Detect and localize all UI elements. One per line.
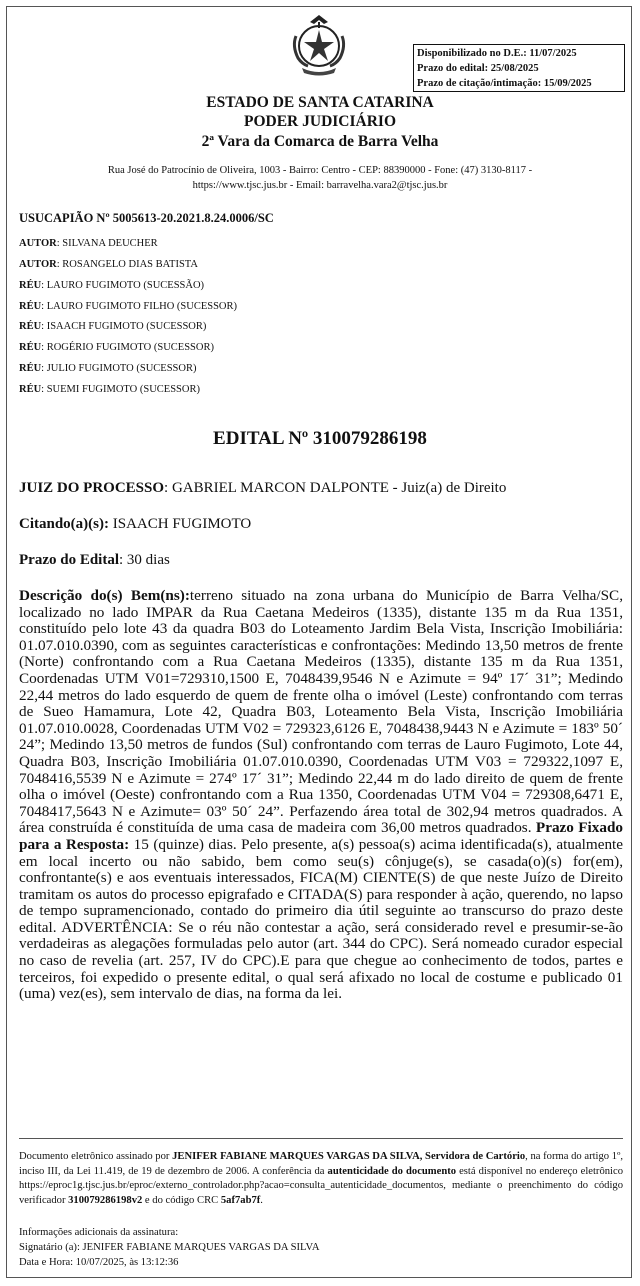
party-name: : LAURO FUGIMOTO (SUCESSÃO) (41, 280, 205, 291)
party-role: RÉU (19, 301, 42, 312)
party-name: : ISAACH FUGIMOTO (SUCESSOR) (41, 321, 207, 332)
description-label: Descrição do(s) Bem(ns): (19, 587, 190, 604)
court-contact: https://www.tjsc.jus.br - Email: barravelha.vara2@tjsc.jus.br (192, 180, 448, 191)
party-role: RÉU (19, 321, 42, 332)
signer-name: JENIFER FABIANE MARQUES VARGAS DA SILVA, Servidora de Cartório (172, 1151, 526, 1162)
response-deadline-label: Prazo Fixado para a Resposta: (19, 819, 623, 853)
party-line (19, 259, 198, 270)
party-name: : ROGÉRIO FUGIMOTO (SUCESSOR) (41, 342, 214, 353)
cited-label: Citando(a)(s): (19, 516, 109, 532)
party-role: AUTOR (19, 238, 57, 249)
party-name: : ROSANGELO DIAS BATISTA (56, 259, 198, 270)
signature-info-signer: Signatário (a): JENIFER FABIANE MARQUES VARGAS DA SILVA (19, 1242, 320, 1253)
party-name: : JULIO FUGIMOTO (SUCESSOR) (41, 363, 197, 374)
publication-date: Disponibilizado no D.E.: 11/07/2025 (417, 48, 577, 59)
state-heading: ESTADO DE SANTA CATARINA (206, 94, 434, 111)
party-name: : SILVANA DEUCHER (56, 238, 158, 249)
crc-code: 5af7ab7f (220, 1194, 261, 1206)
judge-line (19, 480, 506, 497)
signature-notice: Documento eletrônico assinado por JENIFER FABIANE MARQUES VARGAS DA SILVA, Servidora de Cartório, na forma do artigo 1º, inciso III, da Lei 11.419, de 19 de dezembro de 2006. A conferência da autenticidade do documento está disponível no endereço eletrônico https://eproc1g.tjsc.jus.br/eproc/externo_controlador.php?acao=consulta_autenticidade_documentos, mediante o preenchimento do código verificador 310079286198v2 e do código CRC 5af7ab7f. (19, 1151, 623, 1206)
party-line (19, 342, 214, 353)
deadline-label: Prazo do Edital (19, 552, 119, 568)
party-line (19, 384, 200, 395)
party-role: RÉU (19, 384, 42, 395)
party-role: RÉU (19, 363, 42, 374)
edital-deadline-date: Prazo do edital: 25/08/2025 (417, 63, 539, 74)
deadline-value: : 30 dias (119, 552, 170, 568)
party-role: RÉU (19, 342, 42, 353)
court-address: Rua José do Patrocínio de Oliveira, 1003 - Bairro: Centro - CEP: 88390000 - Fone: (47) 3130-8117 - (107, 165, 533, 176)
judiciary-heading: PODER JUDICIÁRIO (244, 113, 396, 130)
party-name: : SUEMI FUGIMOTO (SUCESSOR) (41, 384, 200, 395)
cited-line (19, 516, 251, 533)
party-line (19, 363, 196, 374)
deadline-line (19, 552, 170, 569)
citation-deadline-date: Prazo de citação/intimação: 15/09/2025 (417, 78, 592, 89)
court-heading: 2ª Vara da Comarca de Barra Velha (201, 133, 439, 150)
judge-label: JUIZ DO PROCESSO (19, 480, 165, 496)
property-description (19, 588, 623, 1003)
party-line (19, 301, 237, 312)
edital-title: EDITAL Nº 310079286198 (213, 428, 427, 449)
party-role: RÉU (19, 280, 42, 291)
citation-text: 15 (quinze) dias. Pelo presente, a(s) pessoa(s) acima identificada(s), atualmente em local incerto ou não sabido, bem como seu(s) cônjuge(s), se casada(o)(s) for(em), confrontante(s) e aos eventuais interessados, FICA(M) CIENTE(S) de que neste Juízo de Direito tramitam os autos do processo epigrafado e CITADA(S) para responder à ação, querendo, no lapso de tempo supramencionado, contado do primeiro dia útil seguinte ao transcurso do prazo deste edital. ADVERTÊNCIA: Se o réu não contestar a ação, será considerado revel e presumir-se-ão verdadeiras as alegações formuladas pelo autor (art. 344 do CPC). Será nomeado curador especial no caso de revelia (art. 257, IV do CPC).E para que chegue ao conhecimento de todos, partes e terceiros, foi expedido o presente edital, o qual será afixado no local de costume e publicado 01 (uma) vez(es), sem intervalo de dias, na forma da lei. (19, 835, 624, 1003)
publication-dates-box (413, 44, 625, 92)
verification-code: 310079286198v2 (68, 1194, 143, 1206)
party-role: AUTOR (19, 259, 57, 270)
party-line (19, 280, 204, 291)
signature-info-datetime: Data e Hora: 10/07/2025, às 13:12:36 (19, 1257, 179, 1268)
party-line (19, 321, 206, 332)
judge-value: : GABRIEL MARCON DALPONTE - Juiz(a) de Direito (164, 480, 507, 496)
process-number: USUCAPIÃO Nº 5005613-20.2021.8.24.0006/SC (19, 211, 274, 225)
signature-info-title: Informações adicionais da assinatura: (19, 1227, 179, 1238)
party-name: : LAURO FUGIMOTO FILHO (SUCESSOR) (41, 301, 237, 312)
coat-of-arms-icon (288, 12, 350, 78)
authenticity-label: autenticidade do documento (327, 1165, 457, 1177)
cited-value: ISAACH FUGIMOTO (109, 516, 252, 532)
party-line (19, 238, 158, 249)
footer-divider (19, 1138, 623, 1139)
description-text: terreno situado na zona urbana do Município de Barra Velha/SC, localizado no lado IMPAR da Rua Caetana Medeiros (1335), distante 135 m da Rua 1351, constituído pelo lote 43 da quadra B03 do Loteamento Jardim Bela Vista, Inscrição Imobiliária: 01.07.010.0390, com as seguintes características e confrontações: Medindo 13,50 metros de frente (Norte) confrontando com a Rua Caetana Medeiros (1335), distante 135 m da Rua 1351, Coordenadas UTM V01=729310,1500 E, 7048439,9546 N e Azimute = 94º 17´ 31”; Medindo 22,44 metros do lado esquerdo de quem de frente olha o imóvel (Leste) confrontando com terras de Sueo Hamamura, Lote 42, Quadra B03, Loteamento Bela Vista, Inscrição Imobiliária 01.07.010.0028, Coordenadas UTM V02 = 729323,6126 E, 7048438,9443 N e Azimute = 183º 50´ 24”; Medindo 13,50 metros de fundos (Sul) confrontando com terras de Lauro Fugimoto, Lote 44, Quadra B03, Inscrição Imobiliária 01.07.010.0390, Coordenadas UTM V03 = 729322,1097 E, 7048416,5539 N e Azimute = 274º 17´ 31”; Medindo 22,44 m do lado direito de quem de frente olha o imóvel (Oeste) confrontando com a Rua 1350, Coordenadas UTM V04 = 729308,6471 E, 7048417,5643 N e Azimute= 03º 50´ 24”. Perfazendo área total de 302,94 metros quadrados. A área construída é constituída de uma casa de madeira com 36,00 metros quadrados. (19, 587, 623, 837)
